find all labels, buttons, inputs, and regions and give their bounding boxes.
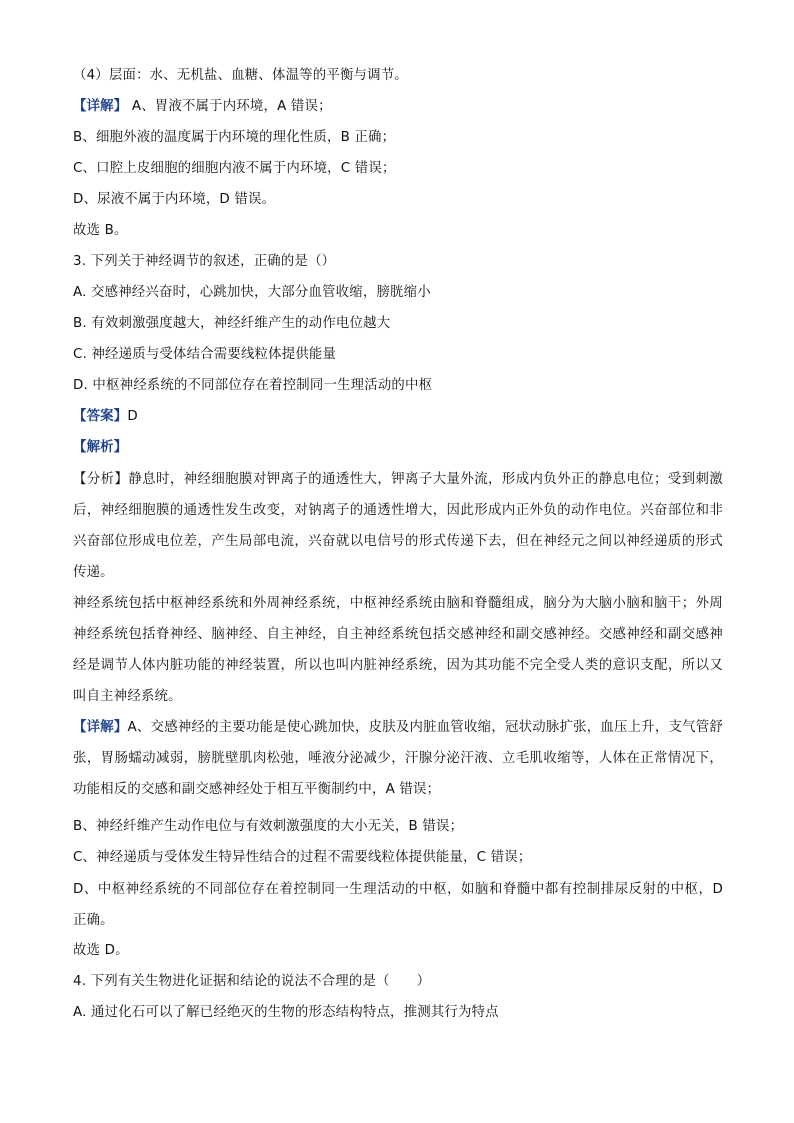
q2-detail-d: D、尿液不属于内环境，D 错误。	[73, 192, 276, 207]
q3-detail-b: B、神经纤维产生动作电位与有效刺激强度的大小无关，B 错误；	[73, 819, 464, 834]
q3-analysis-paragraph-1	[73, 464, 723, 588]
q3-option-a: A. 交感神经兴奋时，心跳加快，大部分血管收缩，膀胱缩小	[73, 285, 431, 300]
q3-detail-a	[73, 712, 723, 805]
q3-option-d: D. 中枢神经系统的不同部位存在着控制同一生理活动的中枢	[73, 378, 433, 393]
q2-conclusion: 故选 B。	[73, 223, 128, 238]
q2-detail-b: B、细胞外液的温度属于内环境的理化性质，B 正确；	[73, 130, 396, 145]
q3-detail-c: C、神经递质与受体发生特异性结合的过程不需要线粒体提供能量，C 错误；	[73, 850, 532, 865]
q3-conclusion: 故选 D。	[73, 943, 129, 958]
q2-point-4: （4）层面：水、无机盐、血糖、体温等的平衡与调节。	[73, 68, 408, 83]
q3-detail-d: D、中枢神经系统的不同部位存在着控制同一生理活动的中枢，如脑和脊髓中都有控制排尿反射的中枢，D 正确。	[73, 882, 723, 928]
q4-option-a: A. 通过化石可以了解已经绝灭的生物的形态结构特点，推测其行为特点	[73, 1005, 499, 1020]
analysis-tag: 【解析】	[73, 440, 128, 455]
q3-option-c: C. 神经递质与受体结合需要线粒体提供能量	[73, 347, 337, 362]
q3-stem: 3. 下列关于神经调节的叙述，正确的是（）	[73, 254, 336, 269]
q3-detail-a-text: A、交感神经的主要功能是使心跳加快，皮肤及内脏血管收缩，冠状动脉扩张，血压上升，支气管舒张，胃肠蠕动减弱，膀胱壁肌肉松弛，唾液分泌减少，汗腺分泌汗液、立毛肌收缩等，人体在正常情况下，功能相反的交感和副交感神经处于相互平衡制约中，A 错误；	[73, 720, 723, 797]
q2-detail-a-text: A、胃液不属于内环境，A 错误；	[127, 99, 332, 114]
analysis-p1-text: 静息时，神经细胞膜对钾离子的通透性大，钾离子大量外流，形成内负外正的静息电位；受到刺激后，神经细胞膜的通透性发生改变，对钠离子的通透性增大，因此形成内正外负的动作电位。兴奋部位和非兴奋部位形成电位差，产生局部电流，兴奋就以电信号的形式传递下去，但在神经元之间以神经递质的形式传递。	[73, 472, 723, 580]
analysis-label: 【分析】	[73, 472, 129, 487]
detail-tag: 【详解】	[73, 720, 128, 735]
answer-tag: 【答案】	[73, 409, 128, 424]
q3-analysis-heading	[73, 438, 723, 458]
q2-detail-a	[73, 97, 723, 117]
q3-analysis-paragraph-2: 神经系统包括中枢神经系统和外周神经系统，中枢神经系统由脑和脊髓组成，脑分为大脑小脑和脑干；外周神经系统包括脊神经、脑神经、自主神经，自主神经系统包括交感神经和副交感神经。交感神经和副交感神经是调节人体内脏功能的神经装置，所以也叫内脏神经系统，因为其功能不完全受人类的意识支配，所以又叫自主神经系统。	[73, 596, 723, 704]
q2-detail-c: C、口腔上皮细胞的细胞内液不属于内环境，C 错误；	[73, 161, 396, 176]
q3-option-b: B. 有效刺激强度越大，神经纤维产生的动作电位越大	[73, 316, 391, 331]
q3-answer	[73, 407, 723, 427]
answer-value: D	[127, 409, 138, 424]
q4-stem: 4. 下列有关生物进化证据和结论的说法不合理的是（ ）	[73, 974, 431, 989]
detail-tag: 【详解】	[73, 99, 128, 114]
